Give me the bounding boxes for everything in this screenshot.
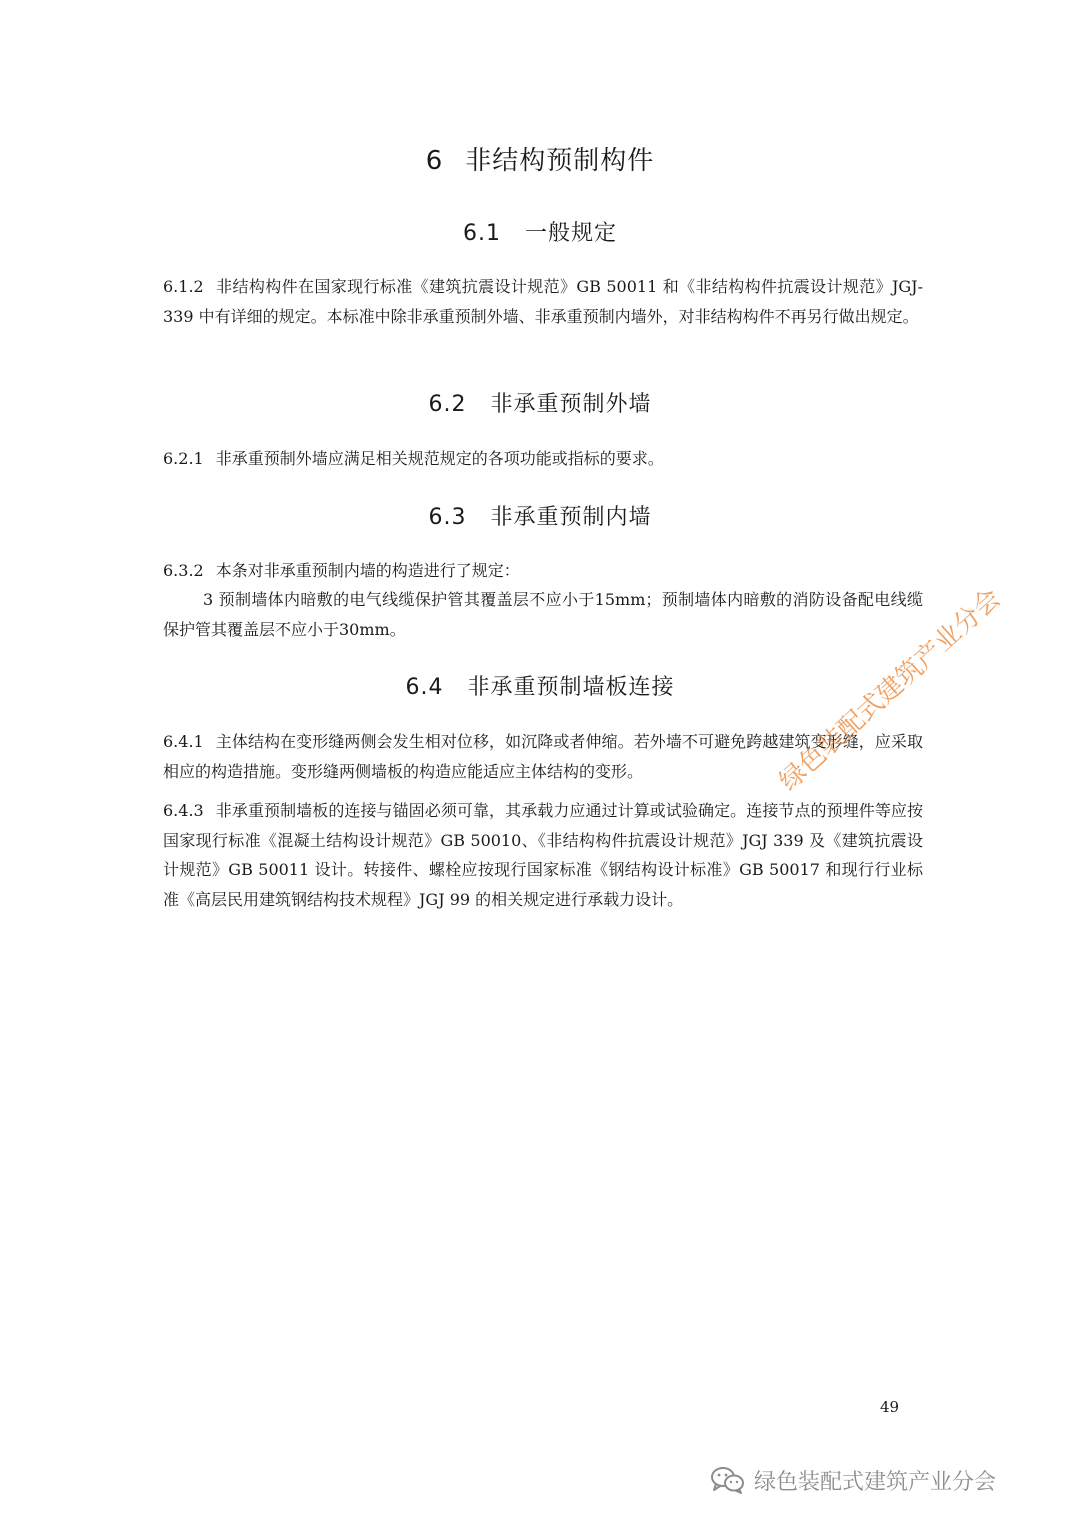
clause-text: 非结构构件在国家现行标准《建筑抗震设计规范》GB 50011 和《非结构构件抗震设计规范》JGJ-339 中有详细的规定。本标准中除非承重预制外墙、非承重预制内墙外，对非结构构件不再另行做出规定。 [163,277,923,326]
section-number: 6.2 [428,392,467,417]
section-number: 6.4 [405,675,444,700]
section-heading-6-3 [0,500,1080,531]
section-heading-6-1 [0,216,1080,247]
section-title: 非承重预制内墙 [490,505,652,530]
clause-number: 6.3.2 [163,561,204,580]
section-heading-6-4 [0,670,1080,701]
clause-text: 非承重预制外墙应满足相关规范规定的各项功能或指标的要求。 [215,449,664,468]
clause-text: 非承重预制墙板的连接与锚固必须可靠，其承载力应通过计算或试验确定。连接节点的预埋件等应按国家现行标准《混凝土结构设计规范》GB 50010、《非结构构件抗震设计规范》JGJ 339 及《建筑抗震设计规范》GB 50011 设计。转接件、螺栓应按现行国家标准《钢结构设计标准》GB 50017 和现行行业标准《高层民用建筑钢结构技术规程》JGJ 99 的相关规定进行承载力设计。 [163,801,923,909]
clause-6-4-1 [163,727,923,786]
section-title: 一般规定 [524,221,617,246]
chapter-number: 6 [425,146,444,176]
clause-number: 6.4.3 [163,801,204,820]
section-title: 非承重预制墙板连接 [467,675,675,700]
clause-6-3-2-item-3 [163,585,923,644]
watermark: 绿色装配式建筑产业分会 [774,583,1007,797]
section-title: 非承重预制外墙 [490,392,652,417]
chapter-title-text: 非结构预制构件 [465,146,655,176]
clause-6-4-3 [163,796,923,914]
clause-text: 主体结构在变形缝两侧会发生相对位移，如沉降或者伸缩。若外墙不可避免跨越建筑变形缝，应采取相应的构造措施。变形缝两侧墙板的构造应能适应主体结构的变形。 [163,732,923,781]
clause-number: 6.2.1 [163,449,204,468]
clause-number: 6.1.2 [163,277,204,296]
section-number: 6.1 [462,221,501,246]
clause-number: 6.4.1 [163,732,204,751]
clause-text: 本条对非承重预制内墙的构造进行了规定： [215,561,520,580]
footer-account-name: 绿色装配式建筑产业分会 [754,1469,997,1495]
clause-item-text: 3 预制墙体内暗敷的电气线缆保护管其覆盖层不应小于15mm；预制墙体内暗敷的消防设备配电线缆保护管其覆盖层不应小于30mm。 [163,590,923,639]
footer-account-mark [710,1460,996,1500]
page-number: 49 [880,1398,900,1416]
section-heading-6-2 [0,387,1080,418]
clause-6-3-2 [163,556,923,586]
chapter-title [0,140,1080,177]
clause-6-1-2 [163,272,923,331]
clause-6-2-1 [163,444,923,474]
wechat-icon [710,1465,746,1495]
section-number: 6.3 [428,505,467,530]
